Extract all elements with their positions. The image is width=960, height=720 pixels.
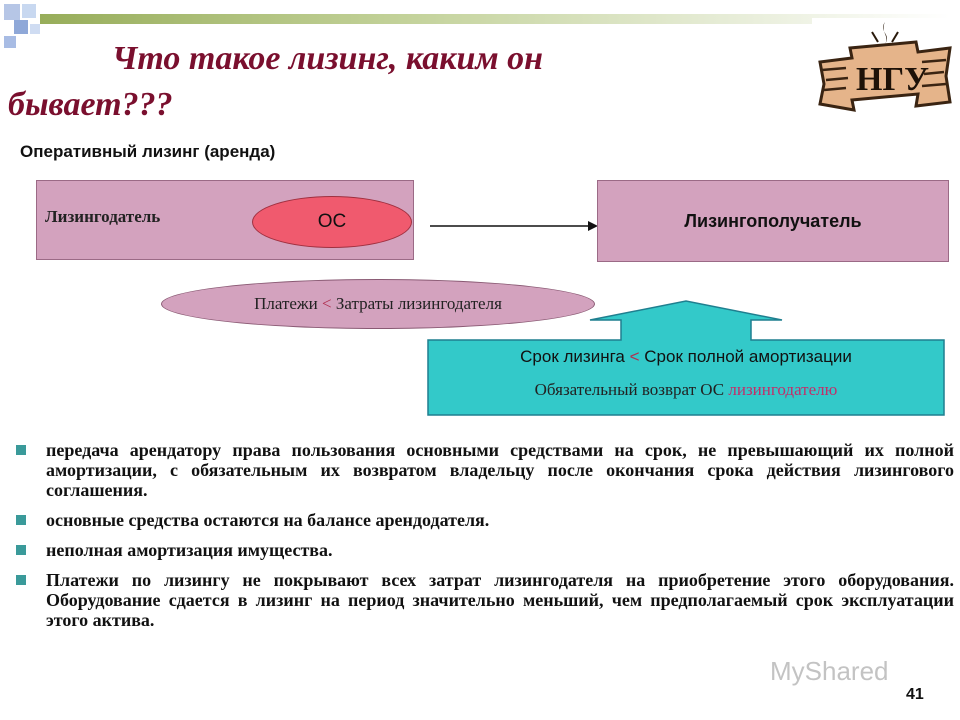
slide-title (8, 36, 708, 128)
term-right: Срок полной амортизации (644, 347, 852, 366)
payments-ellipse (161, 279, 595, 329)
payments-right: Затраты лизингодателя (335, 294, 502, 313)
square-bullet-icon (16, 515, 26, 525)
page-number: 41 (906, 686, 924, 703)
list-item (14, 570, 954, 630)
return-note-highlight: лизингодателю (728, 380, 838, 399)
list-item (14, 540, 954, 560)
svg-text:НГУ: НГУ (856, 61, 930, 98)
list-item (14, 510, 954, 530)
lessee-box: Лизингополучатель (597, 180, 949, 262)
asset-ellipse: ОС (252, 196, 412, 248)
transfer-arrow (430, 220, 600, 232)
bullet-text: передача арендатору права пользования основными средствами на срок, не превышающий их полной амортизации, с обязательным их возвратом владельцу после окончания срока действия лизингового соглашения. (46, 440, 954, 500)
section-subtitle: Оперативный лизинг (аренда) (20, 142, 276, 161)
watermark: MyShared (770, 656, 889, 686)
payments-op: < (322, 294, 332, 313)
lessor-label: Лизингодатель (45, 207, 161, 226)
bullet-text: неполная амортизация имущества. (46, 540, 333, 560)
term-op: < (629, 347, 640, 366)
title-line-2: бывает??? (8, 86, 173, 123)
bullet-text: основные средства остаются на балансе арендодателя. (46, 510, 490, 530)
square-bullet-icon (16, 545, 26, 555)
return-note-main: Обязательный возврат ОС (534, 380, 725, 399)
title-line-1: Что такое лизинг, каким он (112, 40, 544, 77)
term-condition (427, 347, 945, 367)
term-left: Срок лизинга (520, 347, 625, 366)
university-logo (812, 18, 958, 114)
square-bullet-icon (16, 445, 26, 455)
return-note (427, 380, 945, 400)
square-bullet-icon (16, 575, 26, 585)
bullet-list (14, 440, 954, 640)
payments-left: Платежи (254, 294, 318, 313)
list-item (14, 440, 954, 500)
bullet-text: Платежи по лизингу не покрывают всех затрат лизингодателя на приобретение этого оборудования. Оборудование сдается в лизинг на период значительно меньший, чем предполагаемый срок эксплуатации этого актива. (46, 570, 954, 630)
